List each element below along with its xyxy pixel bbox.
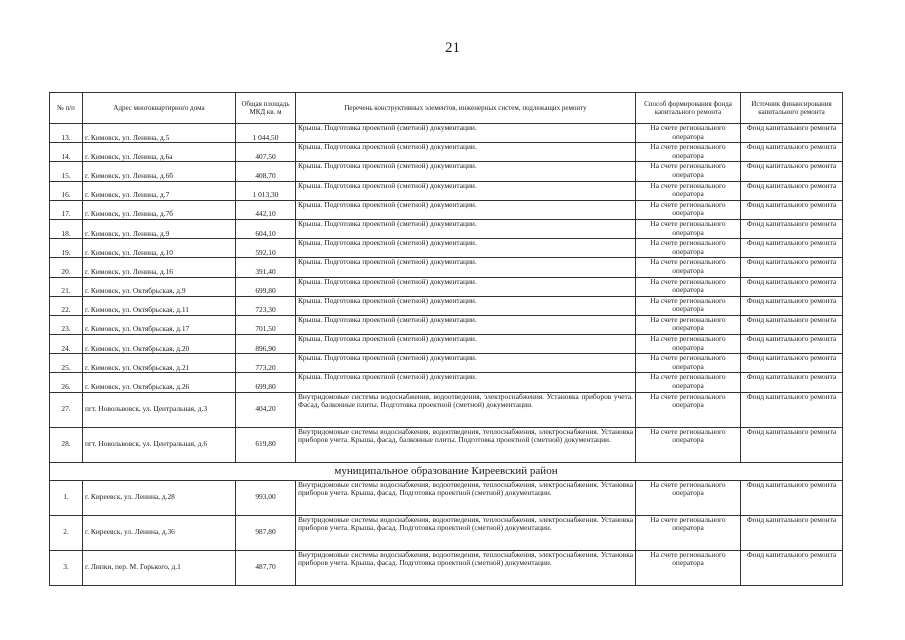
table-row bbox=[50, 296, 843, 315]
row-works: Крыша. Подготовка проектной (сметной) документации. bbox=[296, 239, 636, 258]
row-source: Фонд капитального ремонта bbox=[741, 392, 843, 427]
table-row bbox=[50, 181, 843, 200]
row-area: 987,80 bbox=[236, 515, 296, 550]
row-method: На счете регионального оператора bbox=[636, 162, 741, 181]
row-method: На счете регионального оператора bbox=[636, 124, 741, 143]
table-row bbox=[50, 315, 843, 334]
row-address: пгт. Новольвовск, ул. Центральная, д.6 bbox=[83, 427, 236, 462]
row-method: На счете регионального оператора bbox=[636, 354, 741, 373]
row-area: 699,80 bbox=[236, 373, 296, 392]
row-address: г. Кимовск, ул. Ленина, д.6а bbox=[83, 143, 236, 162]
row-method: На счете регионального оператора bbox=[636, 277, 741, 296]
row-area: 701,50 bbox=[236, 315, 296, 334]
page-number: 21 bbox=[445, 40, 460, 56]
row-works: Крыша. Подготовка проектной (сметной) документации. bbox=[296, 296, 636, 315]
row-method: На счете регионального оператора bbox=[636, 427, 741, 462]
row-works: Внутридомовые системы водоснабжения, водоотведения, теплоснабжения, электроснабжения. Установка приборов учета. Крыша, фасад, балконные плиты. Подготовка проектной (сметной) документации. bbox=[296, 427, 636, 462]
row-number: 23. bbox=[50, 315, 83, 334]
header-num: № п/п bbox=[50, 93, 83, 124]
row-address: г. Кимовск, ул. Октябрьская, д.11 bbox=[83, 296, 236, 315]
row-address: г. Кимовск, ул. Октябрьская, д.17 bbox=[83, 315, 236, 334]
row-number: 16. bbox=[50, 181, 83, 200]
row-address: г. Кимовск, ул. Ленина, д.7 bbox=[83, 181, 236, 200]
table-row bbox=[50, 219, 843, 238]
table-row bbox=[50, 239, 843, 258]
row-works: Внутридомовые системы водоснабжения, водоотведения, теплоснабжения, электроснабжения. Установка приборов учета. Крыша, фасад. Подготовка проектной (сметной) документации. bbox=[296, 480, 636, 515]
row-number: 15. bbox=[50, 162, 83, 181]
row-number: 19. bbox=[50, 239, 83, 258]
row-area: 408,70 bbox=[236, 162, 296, 181]
row-source: Фонд капитального ремонта bbox=[741, 143, 843, 162]
table-row bbox=[50, 143, 843, 162]
row-number: 21. bbox=[50, 277, 83, 296]
row-address: г. Киреевск, ул. Ленина, д.28 bbox=[83, 480, 236, 515]
row-method: На счете регионального оператора bbox=[636, 373, 741, 392]
row-source: Фонд капитального ремонта bbox=[741, 427, 843, 462]
row-source: Фонд капитального ремонта bbox=[741, 258, 843, 277]
row-address: г. Кимовск, ул. Ленина, д.7б bbox=[83, 200, 236, 219]
row-method: На счете регионального оператора bbox=[636, 258, 741, 277]
row-area: 619,80 bbox=[236, 427, 296, 462]
row-works: Крыша. Подготовка проектной (сметной) документации. bbox=[296, 143, 636, 162]
row-method: На счете регионального оператора bbox=[636, 550, 741, 585]
row-address: г. Кимовск, ул. Октябрьская, д.20 bbox=[83, 335, 236, 354]
section-title: муниципальное образование Киреевский район bbox=[50, 462, 843, 480]
row-area: 699,80 bbox=[236, 277, 296, 296]
row-address: г. Кимовск, ул. Октябрьская, д.9 bbox=[83, 277, 236, 296]
header-method: Способ формирования фонда капитального ремонта bbox=[636, 93, 741, 124]
row-source: Фонд капитального ремонта bbox=[741, 515, 843, 550]
row-address: г. Кимовск, ул. Ленина, д.10 bbox=[83, 239, 236, 258]
row-source: Фонд капитального ремонта bbox=[741, 480, 843, 515]
table-row bbox=[50, 258, 843, 277]
row-works: Внутридомовые системы водоснабжения, водоотведения, теплоснабжения, электроснабжения. Установка приборов учета. Крыша, фасад. Подготовка проектной (сметной) документации. bbox=[296, 515, 636, 550]
table-row bbox=[50, 480, 843, 515]
row-works: Крыша. Подготовка проектной (сметной) документации. bbox=[296, 335, 636, 354]
row-works: Внутридомовые системы водоснабжения, водоотведения, электроснабжения. Установка приборов учета. Фасад, балконные плиты. Подготовка проектной (сметной) документации. bbox=[296, 392, 636, 427]
row-source: Фонд капитального ремонта bbox=[741, 219, 843, 238]
row-number: 18. bbox=[50, 219, 83, 238]
row-source: Фонд капитального ремонта bbox=[741, 239, 843, 258]
repair-program-table bbox=[49, 92, 843, 586]
row-method: На счете регионального оператора bbox=[636, 181, 741, 200]
row-address: г. Кимовск, ул. Октябрьская, д.26 bbox=[83, 373, 236, 392]
row-address: г. Кимовск, ул. Ленина, д.9 bbox=[83, 219, 236, 238]
row-area: 896,90 bbox=[236, 335, 296, 354]
row-number: 27. bbox=[50, 392, 83, 427]
row-area: 604,10 bbox=[236, 219, 296, 238]
row-area: 391,40 bbox=[236, 258, 296, 277]
table-row bbox=[50, 427, 843, 462]
row-area: 487,70 bbox=[236, 550, 296, 585]
row-area: 592,10 bbox=[236, 239, 296, 258]
row-address: г. Кимовск, ул. Ленина, д.6б bbox=[83, 162, 236, 181]
table-row bbox=[50, 354, 843, 373]
row-address: г. Кимовск, ул. Ленина, д.5 bbox=[83, 124, 236, 143]
row-method: На счете регионального оператора bbox=[636, 315, 741, 334]
table-row bbox=[50, 277, 843, 296]
row-works: Крыша. Подготовка проектной (сметной) документации. bbox=[296, 124, 636, 143]
row-address: пгт. Новольвовск, ул. Центральная, д.3 bbox=[83, 392, 236, 427]
row-works: Крыша. Подготовка проектной (сметной) документации. bbox=[296, 315, 636, 334]
row-area: 1 013,30 bbox=[236, 181, 296, 200]
row-method: На счете регионального оператора bbox=[636, 239, 741, 258]
row-method: На счете регионального оператора bbox=[636, 392, 741, 427]
header-source: Источник финансирования капитального ремонта bbox=[741, 93, 843, 124]
row-works: Крыша. Подготовка проектной (сметной) документации. bbox=[296, 277, 636, 296]
row-source: Фонд капитального ремонта bbox=[741, 181, 843, 200]
row-area: 404,20 bbox=[236, 392, 296, 427]
row-number: 3. bbox=[50, 550, 83, 585]
table-row bbox=[50, 335, 843, 354]
row-works: Крыша. Подготовка проектной (сметной) документации. bbox=[296, 258, 636, 277]
row-number: 25. bbox=[50, 354, 83, 373]
row-source: Фонд капитального ремонта bbox=[741, 373, 843, 392]
row-number: 22. bbox=[50, 296, 83, 315]
row-area: 723,30 bbox=[236, 296, 296, 315]
row-number: 13. bbox=[50, 124, 83, 143]
row-area: 993,00 bbox=[236, 480, 296, 515]
row-number: 14. bbox=[50, 143, 83, 162]
table-row bbox=[50, 515, 843, 550]
row-address: г. Киреевск, ул. Ленина, д.36 bbox=[83, 515, 236, 550]
row-area: 407,50 bbox=[236, 143, 296, 162]
row-address: г. Кимовск, ул. Октябрьская, д.21 bbox=[83, 354, 236, 373]
row-method: На счете регионального оператора bbox=[636, 200, 741, 219]
header-area: Общая площадь МКД кв. м bbox=[236, 93, 296, 124]
table-row bbox=[50, 162, 843, 181]
table-row bbox=[50, 550, 843, 585]
table-row bbox=[50, 124, 843, 143]
row-source: Фонд капитального ремонта bbox=[741, 277, 843, 296]
row-source: Фонд капитального ремонта bbox=[741, 335, 843, 354]
row-source: Фонд капитального ремонта bbox=[741, 162, 843, 181]
row-works: Крыша. Подготовка проектной (сметной) документации. bbox=[296, 200, 636, 219]
table-row bbox=[50, 392, 843, 427]
row-method: На счете регионального оператора bbox=[636, 219, 741, 238]
table-row bbox=[50, 200, 843, 219]
row-method: На счете регионального оператора bbox=[636, 335, 741, 354]
row-works: Крыша. Подготовка проектной (сметной) документации. bbox=[296, 373, 636, 392]
header-works: Перечень конструктивных элементов, инженерных систем, подлежащих ремонту bbox=[296, 93, 636, 124]
row-area: 442,10 bbox=[236, 200, 296, 219]
row-area: 773,20 bbox=[236, 354, 296, 373]
header-address: Адрес многоквартирного дома bbox=[83, 93, 236, 124]
row-works: Крыша. Подготовка проектной (сметной) документации. bbox=[296, 354, 636, 373]
table-header-row bbox=[50, 93, 843, 124]
row-method: На счете регионального оператора bbox=[636, 296, 741, 315]
row-number: 17. bbox=[50, 200, 83, 219]
row-source: Фонд капитального ремонта bbox=[741, 124, 843, 143]
row-number: 20. bbox=[50, 258, 83, 277]
row-source: Фонд капитального ремонта bbox=[741, 296, 843, 315]
row-number: 1. bbox=[50, 480, 83, 515]
row-works: Внутридомовые системы водоснабжения, водоотведения, теплоснабжения, электроснабжения. Установка приборов учета. Крыша, фасад. Подготовка проектной (сметной) документации. bbox=[296, 550, 636, 585]
row-source: Фонд капитального ремонта bbox=[741, 354, 843, 373]
row-number: 28. bbox=[50, 427, 83, 462]
row-number: 2. bbox=[50, 515, 83, 550]
row-works: Крыша. Подготовка проектной (сметной) документации. bbox=[296, 181, 636, 200]
row-source: Фонд капитального ремонта bbox=[741, 550, 843, 585]
row-address: г. Кимовск, ул. Ленина, д.16 bbox=[83, 258, 236, 277]
row-source: Фонд капитального ремонта bbox=[741, 315, 843, 334]
row-method: На счете регионального оператора bbox=[636, 515, 741, 550]
row-works: Крыша. Подготовка проектной (сметной) документации. bbox=[296, 219, 636, 238]
row-number: 24. bbox=[50, 335, 83, 354]
row-works: Крыша. Подготовка проектной (сметной) документации. bbox=[296, 162, 636, 181]
table-row bbox=[50, 373, 843, 392]
row-area: 1 044,50 bbox=[236, 124, 296, 143]
row-method: На счете регионального оператора bbox=[636, 143, 741, 162]
row-address: г. Липки, пер. М. Горького, д.1 bbox=[83, 550, 236, 585]
section-heading-row bbox=[50, 462, 843, 480]
row-number: 26. bbox=[50, 373, 83, 392]
row-source: Фонд капитального ремонта bbox=[741, 200, 843, 219]
row-method: На счете регионального оператора bbox=[636, 480, 741, 515]
